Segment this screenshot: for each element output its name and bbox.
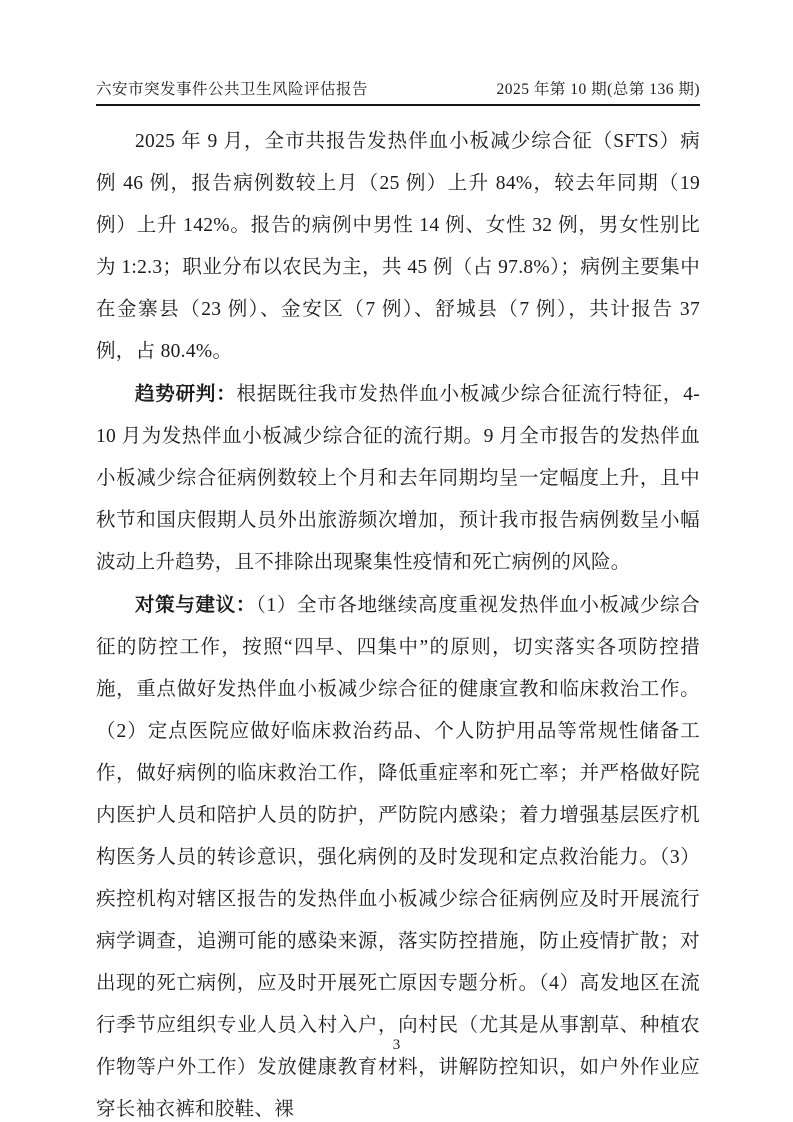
page-number: 3 [392,1037,401,1053]
paragraph-trend-analysis [96,373,700,584]
paragraph-text: 2025 年 9 月，全市共报告发热伴血小板减少综合征（SFTS）病例 46 例，报告病例数较上月（25 例）上升 84%，较去年同期（19 例）上升 142%。报告的病例中男性 14 例、女性 32 例，男女性别比为 1:2.3；职业分布以农民为主，共 45 例（占 97.8%）；病例主要集中在金寨县（23 例）、金安区（7 例）、舒城县（7 例），共计报告 37 例，占 80.4%。 [96,131,700,362]
page-footer [0,1036,793,1054]
page-header [96,80,700,106]
paragraph-overview [96,120,700,373]
paragraph-text: 根据既往我市发热伴血小板减少综合征流行特征，4-10 月为发热伴血小板减少综合征的流行期。9 月全市报告的发热伴血小板减少综合征病例数较上个月和去年同期均呈一定幅度上升，且中秋节和国庆假期人员外出旅游频次增加，预计我市报告病例数呈小幅波动上升趋势，且不排除出现聚集性疫情和死亡病例的风险。 [96,384,700,573]
issue-number: 2025 年第 10 期(总第 136 期) [496,81,700,98]
paragraph-lead: 趋势研判： [135,383,237,405]
document-body [96,120,700,1122]
report-title: 六安市突发事件公共卫生风险评估报告 [96,81,369,98]
paragraph-lead: 对策与建议： [135,594,257,616]
paragraph-text: （1）全市各地继续高度重视发热伴血小板减少综合征的防控工作，按照“四早、四集中”的原则，切实落实各项防控措施，重点做好发热伴血小板减少综合征的健康宣教和临床救治工作。（2）定点医院应做好临床救治药品、个人防护用品等常规性储备工作，做好病例的临床救治工作，降低重症率和死亡率；并严格做好院内医护人员和陪护人员的防护，严防院内感染；着力增强基层医疗机构医务人员的转诊意识，强化病例的及时发现和定点救治能力。（3）疾控机构对辖区报告的发热伴血小板减少综合征病例应及时开展流行病学调查，追溯可能的感染来源，落实防控措施，防止疫情扩散；对出现的死亡病例，应及时开展死亡原因专题分析。（4）高发地区在流行季节应组织专业人员入村入户，向村民（尤其是从事割草、种植农作物等户外工作）发放健康教育材料，讲解防控知识，如户外作业应穿长袖衣裤和胶鞋、裸 [96,595,700,1120]
